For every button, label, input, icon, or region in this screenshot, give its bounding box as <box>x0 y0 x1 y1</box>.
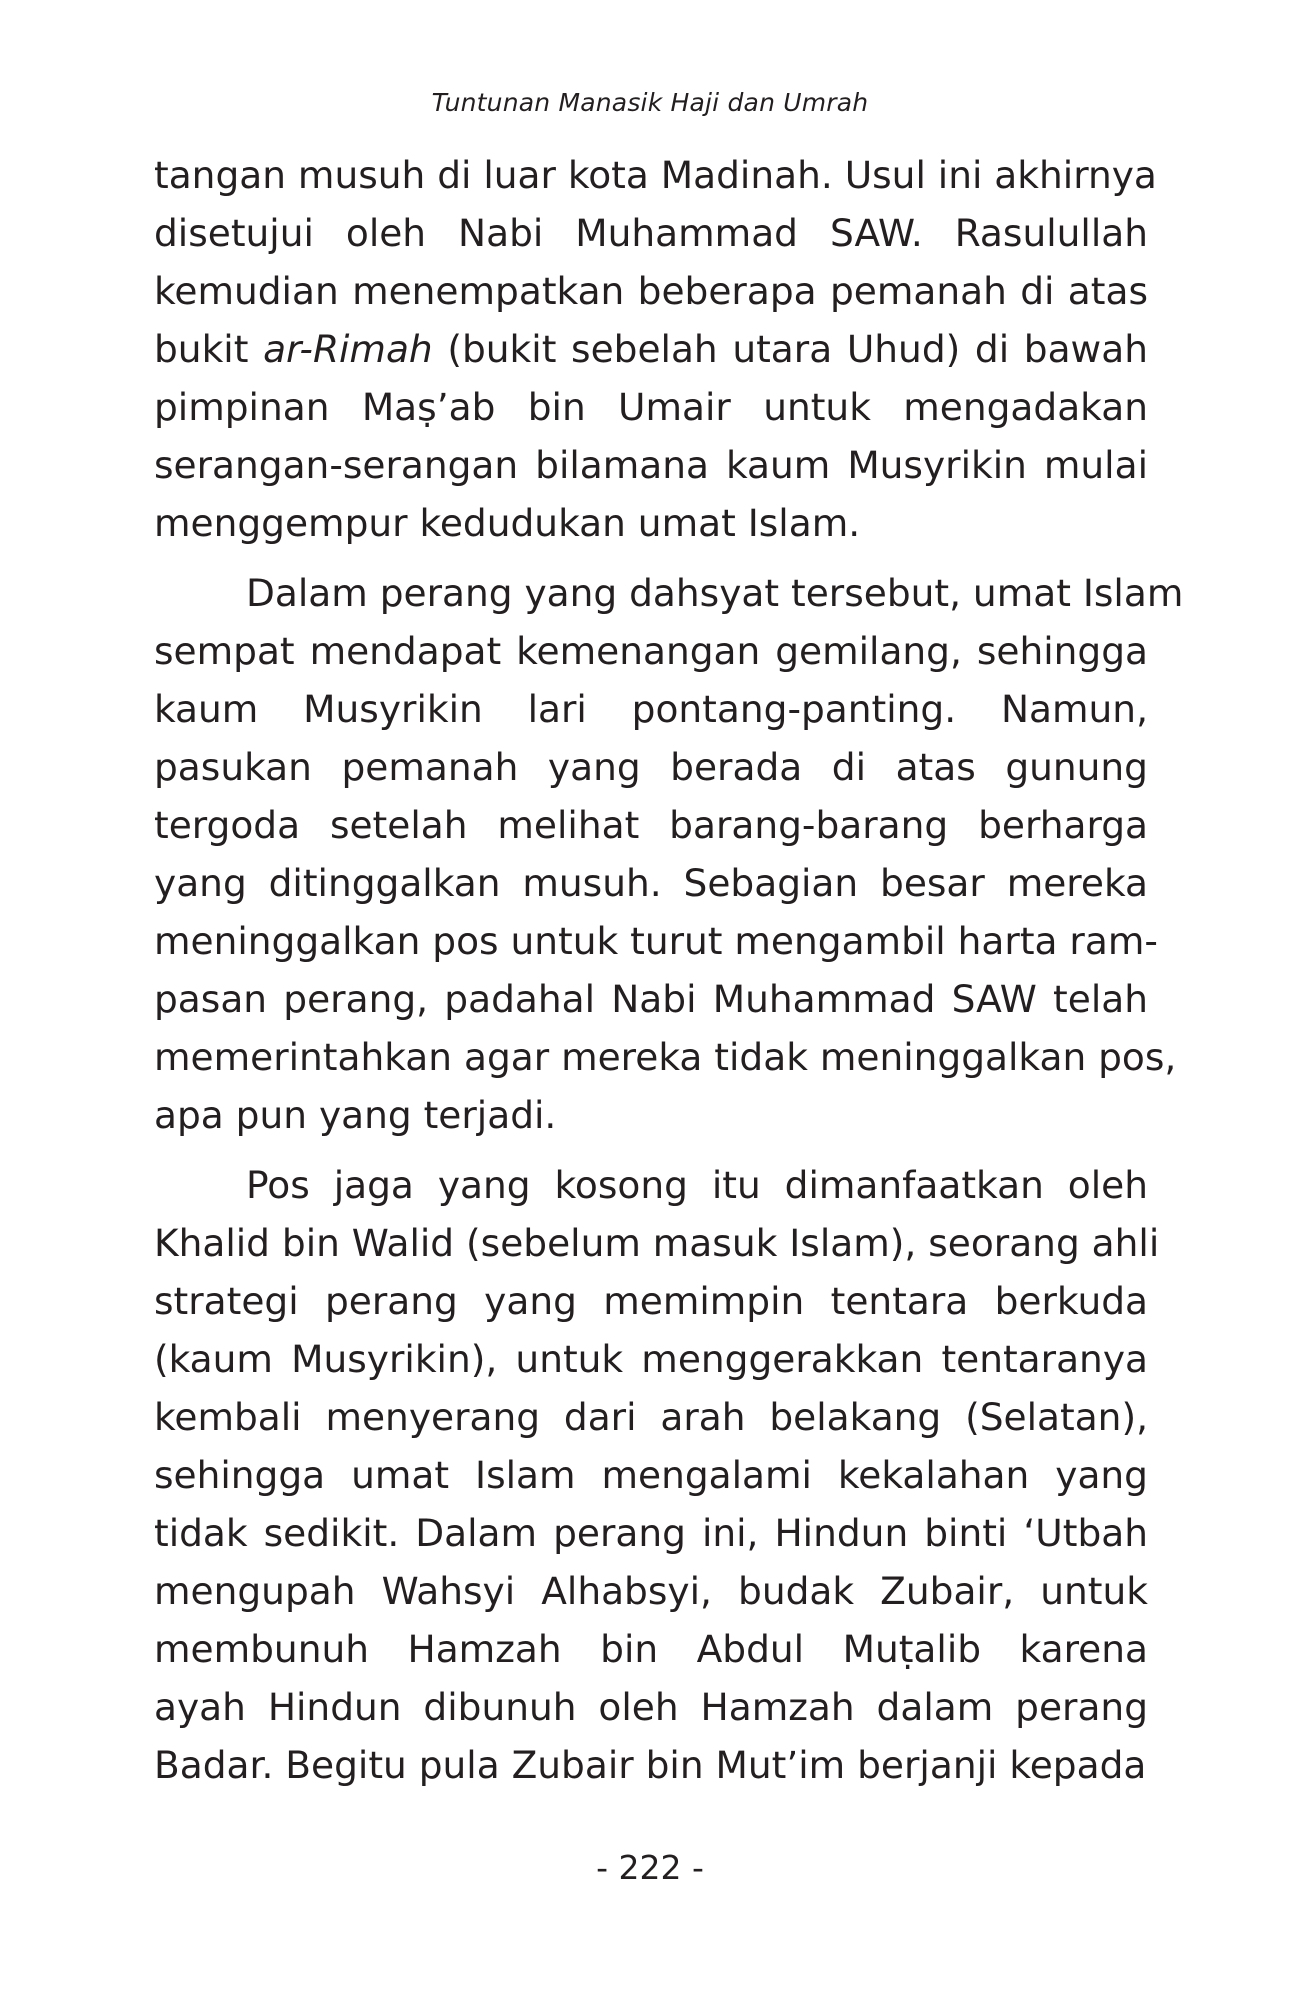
text-segment: kaum Musyrikin lari pontang-panting. Namun, <box>154 687 1148 731</box>
text-segment: serangan-serangan bilamana kaum Musyrikin mulai <box>154 443 1148 487</box>
text-segment: mengupah Wahsyi Alhabsyi, budak Zubair, untuk <box>154 1569 1148 1613</box>
running-header: Tuntunan Manasik Haji dan Umrah <box>431 88 869 117</box>
italic-term: ar-Rimah <box>263 327 433 371</box>
text-segment: tergoda setelah melihat barang-barang berharga <box>154 803 1148 847</box>
text-line <box>154 378 1148 436</box>
text-line <box>154 970 1148 1028</box>
text-segment: ayah Hindun dibunuh oleh Hamzah dalam perang <box>154 1685 1148 1729</box>
text-line <box>154 1272 1148 1330</box>
text-segment: kembali menyerang dari arah belakang (Selatan), <box>154 1395 1148 1439</box>
text-segment: menggempur kedudukan umat Islam. <box>154 501 861 545</box>
paragraph-2 <box>154 564 1184 1144</box>
text-segment: yang ditinggalkan musuh. Sebagian besar mereka <box>154 861 1148 905</box>
text-line <box>154 1086 1148 1144</box>
text-segment: strategi perang yang memimpin tentara berkuda <box>154 1279 1148 1323</box>
text-segment: Dalam perang yang dahsyat tersebut, umat Islam <box>246 571 1184 615</box>
text-segment: membunuh Hamzah bin Abdul Muṭalib karena <box>154 1627 1148 1671</box>
text-line <box>154 1446 1148 1504</box>
text-line <box>154 680 1148 738</box>
page-number: - 222 - <box>596 1848 704 1887</box>
text-line <box>154 1678 1148 1736</box>
text-segment: meninggalkan pos untuk turut mengambil harta ram- <box>154 919 1158 963</box>
text-segment: sehingga umat Islam mengalami kekalahan yang <box>154 1453 1148 1497</box>
text-segment: bukit <box>154 327 264 371</box>
text-line <box>154 1736 1148 1794</box>
text-segment: memerintahkan agar mereka tidak meninggalkan pos, <box>154 1035 1177 1079</box>
text-segment: disetujui oleh Nabi Muhammad SAW. Rasulullah <box>154 211 1148 255</box>
text-segment: pasukan pemanah yang berada di atas gunung <box>154 745 1148 789</box>
text-line <box>154 564 1184 622</box>
paragraph-1 <box>154 146 1157 552</box>
text-line <box>154 738 1148 796</box>
text-line <box>154 912 1158 970</box>
text-line <box>154 1330 1148 1388</box>
body-text <box>154 146 1184 1806</box>
text-line <box>154 1562 1148 1620</box>
text-line <box>154 1214 1160 1272</box>
text-line <box>154 1504 1148 1562</box>
text-segment: tangan musuh di luar kota Madinah. Usul ini akhirnya <box>154 153 1157 197</box>
text-segment: kemudian menempatkan beberapa pemanah di atas <box>154 269 1148 313</box>
text-segment: apa pun yang terjadi. <box>154 1093 557 1137</box>
text-segment: pasan perang, padahal Nabi Muhammad SAW telah <box>154 977 1148 1021</box>
paragraph-3 <box>154 1156 1160 1794</box>
text-line <box>154 1156 1148 1214</box>
text-line <box>154 494 1148 552</box>
text-line <box>154 204 1148 262</box>
text-line <box>154 796 1148 854</box>
text-line <box>154 1388 1148 1446</box>
text-segment: tidak sedikit. Dalam perang ini, Hindun binti ‘Utbah <box>154 1511 1148 1555</box>
text-segment: Khalid bin Walid (sebelum masuk Islam), seorang ahli <box>154 1221 1160 1265</box>
text-segment: sempat mendapat kemenangan gemilang, sehingga <box>154 629 1148 673</box>
text-segment: pimpinan Maṣ’ab bin Umair untuk mengadakan <box>154 385 1148 429</box>
text-segment: (kaum Musyrikin), untuk menggerakkan tentaranya <box>154 1337 1148 1381</box>
text-segment: (bukit sebelah utara Uhud) di bawah <box>432 327 1148 371</box>
text-line <box>154 1028 1177 1086</box>
text-line <box>154 622 1148 680</box>
text-segment: Badar. Begitu pula Zubair bin Mut’im berjanji kepada <box>154 1743 1147 1787</box>
text-line <box>154 1620 1148 1678</box>
text-line <box>154 146 1157 204</box>
text-line <box>154 436 1148 494</box>
text-line <box>154 262 1148 320</box>
text-segment: Pos jaga yang kosong itu dimanfaatkan oleh <box>246 1163 1148 1207</box>
text-line <box>154 854 1148 912</box>
text-line <box>154 320 1148 378</box>
